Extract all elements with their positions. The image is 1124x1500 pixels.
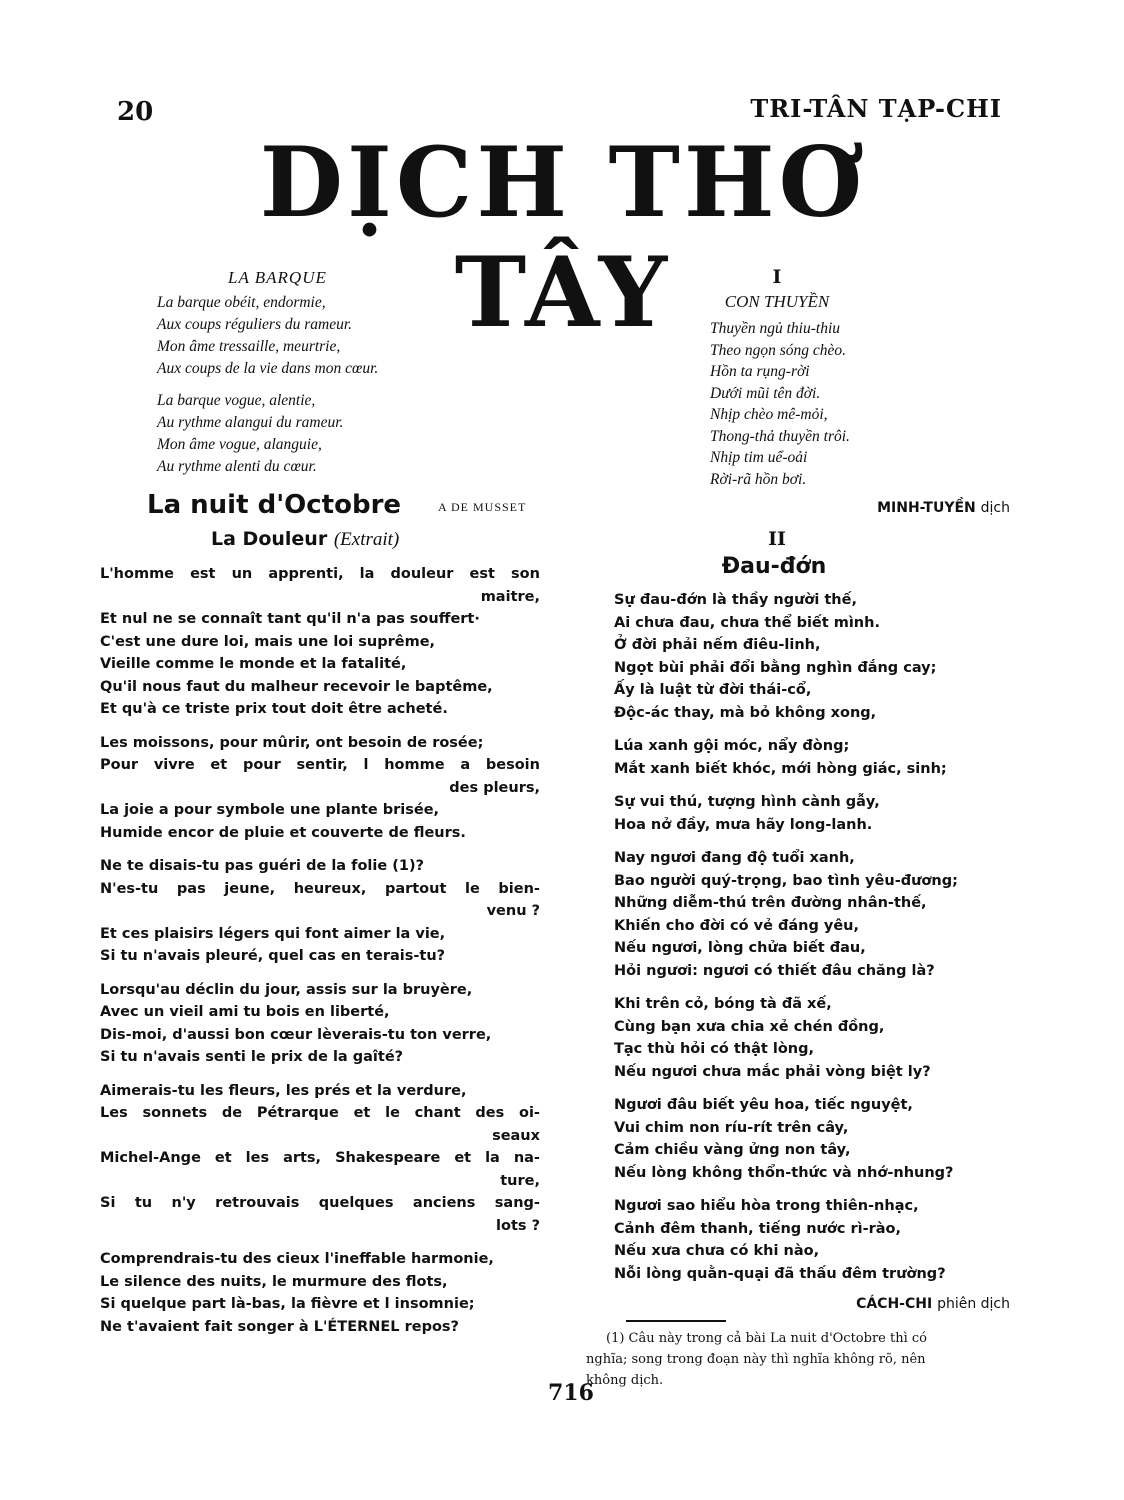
- stanza: [614, 1094, 1026, 1184]
- poem-line: lots ?: [496, 1217, 540, 1234]
- poem-line: Dis-moi, d'aussi bon cœur lèverais-tu ton verre,: [100, 1026, 492, 1043]
- stanza: [100, 732, 540, 845]
- stanza: [614, 993, 1026, 1083]
- poem-line: Sự vui thú, tượng hình cành gẫy,: [614, 794, 880, 810]
- poem-line: seaux: [492, 1127, 540, 1144]
- poem-line: Độc-ác thay, mà bỏ không xong,: [614, 704, 877, 721]
- poem-line: La joie a pour symbole une plante brisée,: [100, 802, 440, 818]
- stanza: [614, 735, 1026, 780]
- poem-line: Bao người quý-trọng, bao tình yêu-đương;: [614, 872, 958, 889]
- la-barque-poem: [100, 292, 540, 478]
- translator-name-1: MINH-TUYỀN: [877, 500, 976, 516]
- poem-line: Aimerais-tu les fleurs, les prés et la verdure,: [100, 1082, 467, 1099]
- stanza: [100, 855, 540, 968]
- poem-line: Lorsqu'au déclin du jour, assis sur la bruyère,: [100, 981, 473, 998]
- footnote-divider: [626, 1320, 726, 1322]
- poem-line: Ai chưa đau, chưa thể biết mình.: [614, 614, 880, 631]
- poem-line: Vui chim non ríu-rít trên cây,: [614, 1119, 849, 1136]
- poem-line: Nếu ngươi chưa mắc phải vòng biệt ly?: [614, 1063, 931, 1080]
- poem-line: Humide encor de pluie et couverte de fleurs.: [100, 824, 466, 841]
- poem-line: Cảnh đêm thanh, tiếng nước rì-rào,: [614, 1220, 902, 1237]
- poem-line: Khiến cho đời có vẻ đáng yêu,: [614, 917, 859, 934]
- poem-line: Nếu xưa chưa có khi nào,: [614, 1243, 820, 1259]
- nuit-subtitle-line: [100, 528, 540, 551]
- con-thuyen-title: CON THUYỀN: [724, 292, 830, 311]
- footnote-line: (1) Câu này trong cả bài La nuit d'Octobre thì có: [606, 1331, 927, 1346]
- poem-line: Nay ngươi đang độ tuổi xanh,: [614, 850, 855, 866]
- poem-line: Khi trên cỏ, bóng tà đã xế,: [614, 996, 832, 1012]
- page-number-top: 20: [117, 97, 154, 127]
- poem-line: Pour vivre et pour sentir, l homme a besoin: [100, 757, 540, 773]
- poem-line: Sự đau-đớn là thầy người thế,: [614, 592, 857, 608]
- dau-don-poem: [586, 589, 1026, 1285]
- poem-line: Theo ngọn sóng chèo.: [710, 341, 847, 359]
- running-head: TRI-TÂN TẠP-CHI: [750, 94, 1002, 123]
- poem-line: Dưới mũi tên đời.: [710, 384, 821, 402]
- poem-line: Les sonnets de Pétrarque et le chant des oi-: [100, 1105, 540, 1121]
- poem-line: Qu'il nous faut du malheur recevoir le baptême,: [100, 678, 493, 695]
- la-barque-title: LA BARQUE: [228, 268, 327, 287]
- poem-line: Ở đời phải nếm điêu-linh,: [614, 637, 821, 653]
- stanza: [614, 589, 1026, 724]
- poem-line: C'est une dure loi, mais une loi suprême,: [100, 633, 436, 650]
- section-numeral-1: I: [772, 266, 782, 288]
- page-title: DỊCH THƠ TÂY: [259, 126, 867, 349]
- stanza: [614, 791, 1026, 836]
- poem-line: venu ?: [486, 903, 540, 919]
- translator-name-2: CÁCH-CHI: [856, 1296, 933, 1312]
- poem-line: Ne te disais-tu pas guéri de la folie (1)?: [100, 858, 424, 874]
- poem-line: L'homme est un apprenti, la douleur est son: [100, 566, 540, 582]
- poem-line: Thong-thả thuyền trôi.: [710, 427, 850, 445]
- nuit-title: La nuit d'Octobre: [147, 490, 402, 520]
- stanza: [710, 318, 1026, 490]
- right-column: [586, 266, 1026, 1391]
- poem-line: Aux coups de la vie dans mon cœur.: [157, 360, 379, 377]
- con-thuyen-poem: [586, 318, 1026, 490]
- translator-signature-2: [586, 1296, 1026, 1312]
- page-number-bottom: 716: [548, 1380, 594, 1406]
- poem-line: Nỗi lòng quằn-quại đã thấu đêm trường?: [614, 1265, 946, 1282]
- stanza: [100, 1080, 540, 1238]
- poem-line: ture,: [500, 1172, 540, 1189]
- poem-line: Et nul ne se connaît tant qu'il n'a pas souffert·: [100, 611, 480, 627]
- poem-line: Cùng bạn xưa chia xẻ chén đồng,: [614, 1018, 885, 1035]
- poem-line: Mon âme tressaille, meurtrie,: [157, 338, 341, 355]
- poem-line: Cảm chiều vàng ửng non tây,: [614, 1142, 851, 1158]
- stanza: [157, 292, 540, 380]
- poem-line: Ấy là luật từ đời thái-cổ,: [614, 682, 812, 698]
- poem-line: Et ces plaisirs légers qui font aimer la vie,: [100, 925, 446, 942]
- poem-line: Ngọt bùi phải đổi bằng nghìn đắng cay;: [614, 659, 937, 676]
- footnote-line: không dịch.: [586, 1373, 664, 1388]
- poem-line: Le silence des nuits, le murmure des flots,: [100, 1273, 448, 1290]
- left-column: [100, 268, 540, 1349]
- stanza: [100, 563, 540, 721]
- poem-line: Au rythme alenti du cœur.: [157, 458, 317, 475]
- footnote-line: nghĩa; song trong đoạn này thì nghĩa không rõ, nên: [586, 1352, 926, 1367]
- section-numeral-2: II: [768, 528, 786, 550]
- poem-line: Vieille comme le monde et la fatalité,: [100, 656, 407, 672]
- poem-line: Nhịp chèo mê-mỏi,: [710, 406, 828, 423]
- stanza: [157, 390, 540, 478]
- poem-line: La barque obéit, endormie,: [157, 294, 326, 311]
- poem-line: Ngươi đâu biết yêu hoa, tiếc nguyệt,: [614, 1097, 913, 1113]
- poem-line: Et qu'à ce triste prix tout doit être acheté.: [100, 701, 448, 717]
- poem-line: Comprendrais-tu des cieux l'ineffable harmonie,: [100, 1251, 494, 1267]
- poem-line: Thuyền ngủ thiu-thiu: [710, 320, 841, 337]
- translator-suffix-1: dịch: [980, 500, 1010, 516]
- poem-line: Hỏi ngươi: ngươi có thiết đâu chăng là?: [614, 962, 935, 979]
- poem-line: Si tu n'avais pleuré, quel cas en terais-tu?: [100, 948, 446, 964]
- poem-line: Les moissons, pour mûrir, ont besoin de rosée;: [100, 734, 484, 751]
- poem-line: Michel-Ange et les arts, Shakespeare et la na-: [100, 1150, 540, 1166]
- poem-line: Ngươi sao hiểu hòa trong thiên-nhạc,: [614, 1198, 919, 1214]
- poem-line: Aux coups réguliers du rameur.: [157, 316, 353, 333]
- stanza: [100, 1248, 540, 1338]
- poem-line: Nhịp tim uể-oải: [710, 449, 808, 466]
- nuit-heading-row: [100, 490, 540, 526]
- stanza: [614, 1195, 1026, 1285]
- poem-line: Những diễm-thú trên đường nhân-thế,: [614, 895, 927, 911]
- poem-line: Si tu n'y retrouvais quelques anciens sang-: [100, 1195, 540, 1211]
- poem-line: Nếu ngươi, lòng chửa biết đau,: [614, 940, 866, 956]
- poem-line: Lúa xanh gội móc, nẩy đòng;: [614, 738, 850, 754]
- poem-line: La barque vogue, alentie,: [157, 392, 316, 409]
- nuit-subtitle-note: (Extrait): [333, 529, 400, 550]
- poem-line: Au rythme alangui du rameur.: [157, 414, 344, 431]
- nuit-poem: [100, 563, 540, 1338]
- poem-line: maitre,: [480, 588, 540, 605]
- poem-line: des pleurs,: [449, 779, 540, 796]
- poem-line: Rời-rã hồn bơi.: [710, 470, 807, 488]
- translator-signature-1: [586, 500, 1026, 516]
- nuit-author: A DE MUSSET: [438, 500, 527, 514]
- footnote: [586, 1328, 1026, 1391]
- poem-line: Mon âme vogue, alanguie,: [157, 436, 322, 453]
- poem-line: Ne t'avaient fait songer à L'ÉTERNEL repos?: [100, 1318, 459, 1335]
- poem-line: Si quelque part là-bas, la fièvre et l insomnie;: [100, 1296, 475, 1312]
- dau-don-title: Đau-đớn: [721, 554, 827, 579]
- poem-line: Avec un vieil ami tu bois en liberté,: [100, 1004, 390, 1020]
- poem-line: Hoa nở đầy, mưa hãy long-lanh.: [614, 816, 873, 833]
- poem-line: Si tu n'avais senti le prix de la gaîté?: [100, 1049, 404, 1065]
- stanza: [100, 979, 540, 1069]
- poem-line: N'es-tu pas jeune, heureux, partout le bien-: [100, 880, 540, 897]
- poem-line: Hồn ta rụng-rời: [710, 363, 810, 380]
- nuit-subtitle: La Douleur: [211, 528, 328, 550]
- stanza: [614, 847, 1026, 982]
- poem-line: Mắt xanh biết khóc, mới hòng giác, sinh;: [614, 760, 947, 777]
- poem-line: Tạc thù hỏi có thật lòng,: [614, 1041, 815, 1057]
- poem-line: Nếu lòng không thổn-thức và nhớ-nhung?: [614, 1164, 954, 1181]
- translator-suffix-2: phiên dịch: [937, 1296, 1010, 1312]
